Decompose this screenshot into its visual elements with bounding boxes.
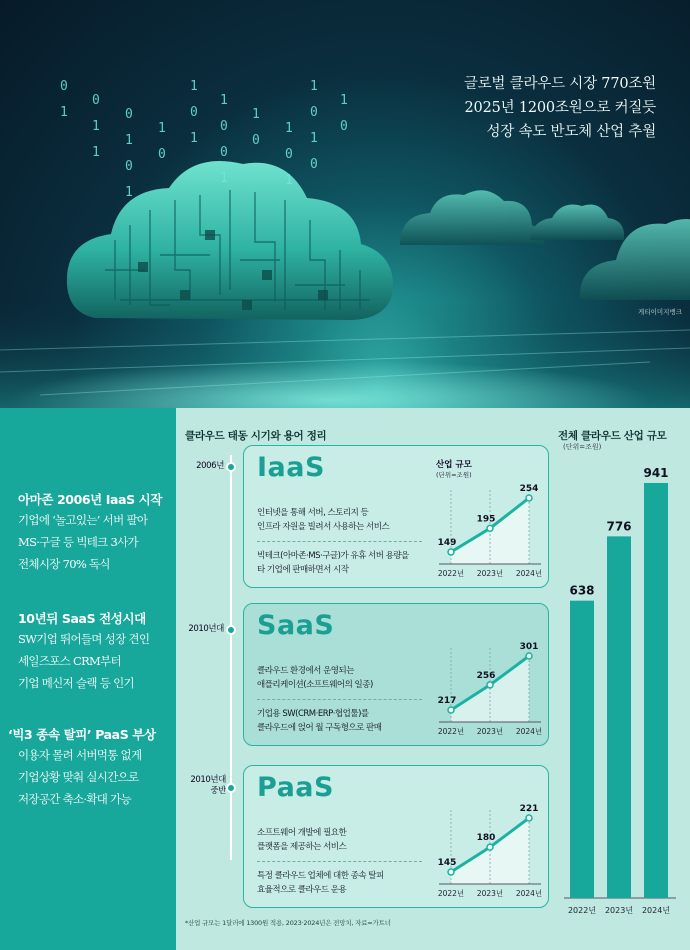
binary-digit: 0 xyxy=(340,119,348,134)
binary-digit: 1 xyxy=(252,107,260,122)
bar-value-label: 941 xyxy=(643,466,669,480)
desc-line: 타 기업에 판매하면서 시작 xyxy=(257,565,349,575)
data-label: 254 xyxy=(519,484,539,494)
iaas-card xyxy=(243,445,549,588)
iaas-heading: IaaS xyxy=(257,452,325,483)
data-label: 301 xyxy=(519,642,539,652)
sidebar-block-body xyxy=(18,628,183,694)
timeline-axis xyxy=(230,455,232,860)
sidebar-line: 기업 메신저 슬랙 등 인기 xyxy=(18,676,134,690)
tick-label: 2023년 xyxy=(476,569,504,578)
desc-line: 애플리케이션(소프트웨어의 일종) xyxy=(257,680,373,690)
tick-label: 2024년 xyxy=(641,906,671,915)
binary-digit: 0 xyxy=(60,79,68,94)
binary-digit: 1 xyxy=(60,105,68,120)
headline-line: 글로벌 클라우드 시장 770조원 xyxy=(463,76,656,92)
sidebar-block-title: 아마존 2006년 IaaS 시작 xyxy=(18,492,163,507)
era-label: 2010년대 xyxy=(188,624,224,634)
data-point xyxy=(487,682,493,688)
sidebar-line: MS·구글 등 빅테크 3사가 xyxy=(18,535,138,549)
desc-line: 기업용 SW(CRM·ERP·협업툴)를 xyxy=(257,709,369,719)
binary-digit: 1 xyxy=(310,79,318,94)
binary-digit: 0 xyxy=(220,119,228,134)
sidebar-line: SW기업 뛰어들며 성장 견인 xyxy=(18,632,150,646)
cloud-illustration xyxy=(0,0,690,408)
timeline-title: 클라우드 태동 시기와 용어 정리 xyxy=(185,430,327,442)
desc-line: 소프트웨어 개발에 필요한 xyxy=(257,828,347,838)
binary-digit: 0 xyxy=(125,159,133,174)
data-label: 149 xyxy=(437,538,457,548)
data-label: 195 xyxy=(476,514,496,525)
tick-label: 2023년 xyxy=(604,906,634,915)
headline-line: 성장 속도 반도체 산업 추월 xyxy=(486,124,656,140)
binary-digit: 0 xyxy=(252,133,260,148)
sidebar-block-title: 10년뒤 SaaS 전성시대 xyxy=(18,611,146,626)
saas-history xyxy=(257,707,381,735)
sidebar-block-body xyxy=(18,509,183,575)
desc-line: 인터넷을 통해 서버, 스토리지 등 xyxy=(257,508,369,518)
timeline-dot xyxy=(226,625,236,635)
tick-label: 2024년 xyxy=(515,569,543,578)
data-label: 180 xyxy=(476,833,496,844)
bar xyxy=(644,483,668,898)
sidebar-line: 세일즈포스 CRM부터 xyxy=(18,654,121,668)
hero-image xyxy=(0,0,690,408)
binary-digit: 1 xyxy=(92,145,100,160)
bar-value-label: 638 xyxy=(569,583,595,598)
total-chart-unit: (단위=조원) xyxy=(563,443,602,451)
desc-line: 플랫폼을 제공하는 서비스 xyxy=(257,842,347,852)
sidebar-line: 저장공간 축소·확대 가능 xyxy=(18,792,131,806)
footnote: *산업 규모는 1달러에 1300원 적용, 2023·2024년은 전망치, 자료=가트너 xyxy=(185,919,391,927)
bar xyxy=(607,536,631,898)
headline xyxy=(464,72,656,144)
binary-digit: 1 xyxy=(220,93,228,108)
sidebar-line: 기업상황 맞춰 실시간으로 xyxy=(18,770,139,784)
iaas-definition xyxy=(257,506,389,534)
binary-digit: 0 xyxy=(310,157,318,172)
mini-chart-title: 산업 규모 xyxy=(436,460,472,470)
total-bar-chart xyxy=(560,455,680,920)
paas-definition xyxy=(257,826,346,854)
binary-digit: 0 xyxy=(158,147,166,162)
tick-label: 2023년 xyxy=(476,889,504,898)
desc-line: 인프라 자원을 빌려서 사용하는 서비스 xyxy=(257,522,390,532)
saas-line-chart xyxy=(429,630,549,742)
iaas-history xyxy=(257,549,409,577)
paas-history xyxy=(257,869,384,897)
desc-line: 빅테크(아마존·MS·구글)가 유휴 서버 용량을 xyxy=(257,551,409,561)
binary-digit: 0 xyxy=(310,105,318,120)
saas-definition xyxy=(257,664,373,692)
timeline-dot xyxy=(226,783,236,793)
data-label: 256 xyxy=(476,670,496,681)
divider xyxy=(257,699,422,700)
sidebar-line: 이용자 몰려 서버먹통 없게 xyxy=(18,748,142,762)
binary-digit: 1 xyxy=(125,133,133,148)
era-label: 2010년대 중반 xyxy=(190,775,226,796)
tick-label: 2023년 xyxy=(476,727,504,736)
iaas-line-chart xyxy=(429,472,549,584)
tick-label: 2022년 xyxy=(437,727,465,736)
tick-label: 2022년 xyxy=(437,569,465,578)
mini-chart-unit: (단위=조원) xyxy=(436,471,472,479)
tick-label: 2024년 xyxy=(515,889,543,898)
paas-card xyxy=(243,765,549,908)
binary-digit: 0 xyxy=(285,147,293,162)
binary-digit: 1 xyxy=(340,93,348,108)
sidebar-block-iaas xyxy=(18,490,183,575)
tick-label: 2022년 xyxy=(567,906,597,915)
desc-line: 특정 클라우드 업체에 대한 종속 탈피 xyxy=(257,871,384,881)
data-point xyxy=(448,869,454,875)
data-point xyxy=(448,549,454,555)
sidebar-block-body xyxy=(8,744,173,810)
photo-credit: 게티이미지뱅크 xyxy=(638,308,682,316)
data-point xyxy=(526,495,532,501)
binary-digit: 1 xyxy=(310,131,318,146)
binary-digit: 0 xyxy=(190,105,198,120)
data-label: 217 xyxy=(437,696,457,706)
sidebar-block-paas xyxy=(8,725,173,810)
binary-digit: 1 xyxy=(220,171,228,186)
binary-digit: 1 xyxy=(285,173,293,188)
sidebar-line: 기업에 ‘놀고있는’ 서버 팔아 xyxy=(18,513,148,527)
saas-card xyxy=(243,603,549,746)
headline-line: 2025년 1200조원으로 커질듯 xyxy=(464,100,656,116)
era-label: 2006년 xyxy=(196,461,224,471)
desc-line: 클라우드 환경에서 운영되는 xyxy=(257,666,354,676)
bar xyxy=(570,601,594,898)
sidebar-block-title: ‘빅3 종속 탈피’ PaaS 부상 xyxy=(8,727,156,742)
total-chart-title: 전체 클라우드 산업 규모 xyxy=(558,430,667,442)
data-point xyxy=(487,525,493,531)
data-point xyxy=(526,815,532,821)
data-point xyxy=(487,844,493,850)
binary-digit: 1 xyxy=(190,79,198,94)
timeline-dot xyxy=(226,462,236,472)
paas-heading: PaaS xyxy=(257,772,334,803)
sidebar-block-saas xyxy=(18,609,183,694)
binary-digit: 1 xyxy=(190,131,198,146)
binary-digit: 1 xyxy=(125,185,133,200)
data-label: 221 xyxy=(519,804,539,814)
binary-digit: 1 xyxy=(92,119,100,134)
desc-line: 효율적으로 클라우드 운용 xyxy=(257,885,347,895)
binary-digit: 1 xyxy=(285,121,293,136)
binary-digit: 0 xyxy=(220,145,228,160)
data-point xyxy=(448,707,454,713)
data-label: 145 xyxy=(437,858,457,868)
divider xyxy=(257,861,422,862)
binary-digit: 0 xyxy=(92,93,100,108)
tick-label: 2022년 xyxy=(437,889,465,898)
desc-line: 클라우드에 얹어 월 구독형으로 판매 xyxy=(257,723,382,733)
saas-heading: SaaS xyxy=(257,610,335,641)
tick-label: 2024년 xyxy=(515,727,543,736)
sidebar-line: 전체시장 70% 독식 xyxy=(18,557,110,571)
binary-digit: 0 xyxy=(125,107,133,122)
paas-line-chart xyxy=(429,792,549,904)
divider xyxy=(257,541,422,542)
bar-value-label: 776 xyxy=(606,519,632,534)
binary-digit: 1 xyxy=(158,121,166,136)
data-point xyxy=(526,653,532,659)
